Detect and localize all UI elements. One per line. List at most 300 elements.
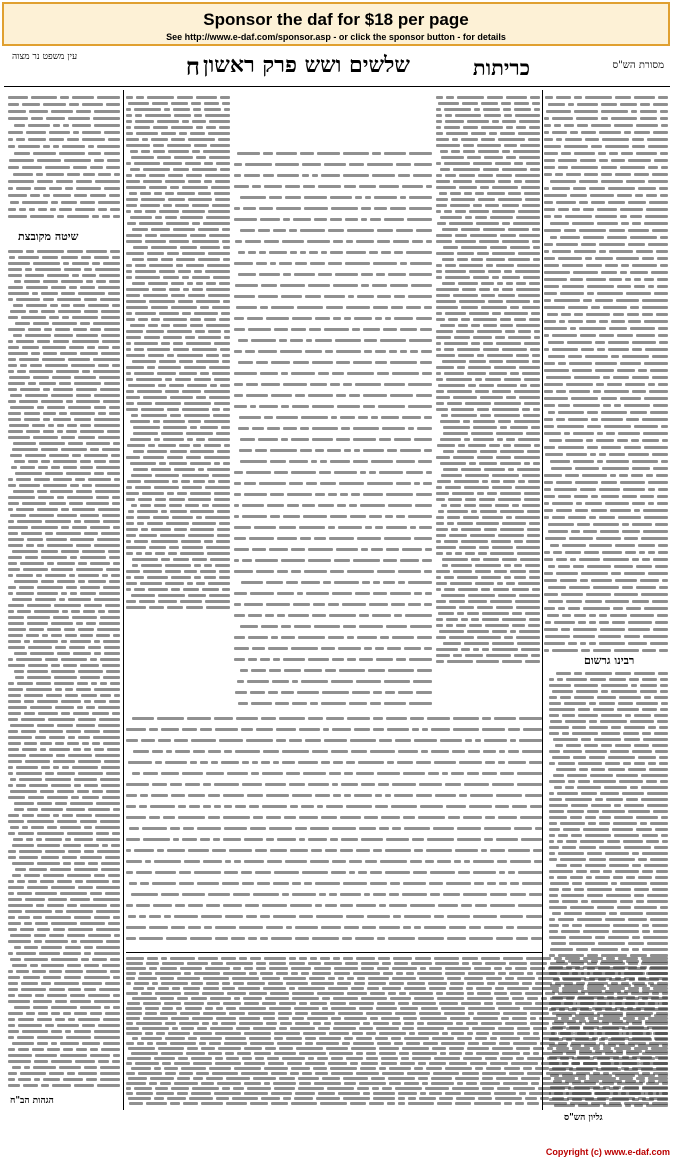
text-glyph-run — [134, 982, 149, 985]
text-glyph-run — [61, 592, 67, 595]
text-glyph-run — [446, 882, 471, 885]
text-glyph-run — [301, 416, 328, 419]
text-glyph-run — [497, 438, 503, 441]
text-glyph-run — [141, 739, 155, 742]
text-glyph-run — [484, 926, 503, 929]
text-glyph-run — [630, 786, 638, 789]
text-glyph-run — [373, 691, 382, 694]
text-glyph-run — [500, 426, 507, 429]
text-glyph-run — [617, 285, 631, 288]
text-glyph-run — [447, 977, 461, 980]
text-glyph-run — [179, 360, 193, 363]
text-glyph-run — [581, 738, 591, 741]
text-glyph-run — [532, 228, 540, 231]
text-glyph-run — [33, 436, 58, 439]
text-glyph-run — [292, 680, 298, 683]
text-glyph-run — [544, 516, 549, 519]
text-glyph-run — [110, 970, 120, 973]
text-glyph-run — [90, 892, 102, 895]
text-glyph-run — [63, 844, 81, 847]
text-glyph-run — [161, 258, 173, 261]
text-glyph-run — [342, 603, 366, 606]
text-glyph-run — [505, 967, 512, 970]
text-glyph-run — [455, 234, 467, 237]
text-glyph-run — [364, 339, 377, 342]
text-glyph-run — [152, 783, 167, 786]
text-glyph-run — [589, 720, 597, 723]
text-glyph-run — [581, 900, 588, 903]
text-glyph-run — [113, 808, 120, 811]
text-glyph-run — [113, 976, 120, 979]
text-glyph-run — [475, 564, 501, 567]
text-glyph-run — [444, 162, 470, 165]
text-glyph-run — [8, 754, 26, 757]
text-glyph-run — [32, 1048, 44, 1051]
text-glyph-run — [186, 264, 204, 267]
sponsor-title[interactable]: Sponsor the daf for $18 per page — [203, 10, 469, 29]
text-glyph-run — [549, 780, 565, 783]
text-glyph-run — [612, 1022, 629, 1025]
text-glyph-run — [473, 426, 497, 429]
text-glyph-run — [176, 264, 183, 267]
text-glyph-run — [484, 838, 493, 841]
text-glyph-run — [203, 987, 219, 990]
text-glyph-run — [250, 1102, 268, 1105]
text-glyph-run — [306, 339, 312, 342]
text-glyph-run — [383, 972, 393, 975]
text-glyph-run — [112, 496, 120, 499]
text-glyph-run — [612, 930, 639, 933]
text-glyph-run — [516, 606, 540, 609]
text-glyph-run — [227, 992, 246, 995]
text-glyph-run — [258, 438, 278, 441]
text-glyph-run — [593, 1087, 606, 1090]
text-glyph-run — [391, 306, 403, 309]
text-glyph-run — [49, 748, 70, 751]
text-glyph-run — [562, 1062, 569, 1065]
text-glyph-run — [464, 642, 489, 645]
text-glyph-run — [175, 750, 190, 753]
text-glyph-run — [244, 174, 260, 177]
text-glyph-run — [78, 1072, 97, 1075]
text-glyph-run — [591, 900, 617, 903]
copyright-link[interactable]: Copyright (c) www.e-daf.com — [545, 1147, 670, 1157]
text-glyph-run — [32, 970, 46, 973]
text-glyph-run — [496, 1002, 512, 1005]
text-glyph-run — [461, 306, 478, 309]
text-glyph-run — [660, 110, 668, 113]
text-glyph-run — [84, 748, 91, 751]
text-glyph-run — [259, 273, 280, 276]
text-glyph-run — [321, 816, 337, 819]
text-glyph-run — [662, 840, 668, 843]
text-glyph-run — [315, 1072, 328, 1075]
text-glyph-run — [234, 295, 255, 298]
text-glyph-run — [464, 783, 489, 786]
text-glyph-run — [585, 864, 606, 867]
text-glyph-run — [197, 882, 219, 885]
text-glyph-run — [340, 493, 348, 496]
text-glyph-run — [377, 295, 391, 298]
text-glyph-run — [545, 635, 570, 638]
column-divider-right — [542, 90, 543, 1110]
text-glyph-run — [126, 1092, 133, 1095]
text-glyph-run — [389, 350, 397, 353]
text-glyph-run — [127, 1002, 140, 1005]
text-glyph-run — [151, 540, 178, 543]
text-glyph-run — [260, 937, 268, 940]
text-glyph-run — [386, 526, 407, 529]
text-glyph-run — [47, 796, 68, 799]
text-glyph-run — [151, 318, 160, 321]
text-glyph-run — [149, 1082, 157, 1085]
text-glyph-run — [104, 187, 120, 190]
text-glyph-run — [475, 1067, 483, 1070]
text-glyph-run — [212, 204, 230, 207]
text-glyph-run — [463, 816, 482, 819]
text-glyph-run — [38, 208, 47, 211]
sponsor-banner[interactable] — [2, 2, 670, 46]
text-glyph-run — [188, 498, 211, 501]
text-glyph-run — [205, 967, 230, 970]
text-glyph-run — [207, 468, 230, 471]
text-glyph-run — [454, 860, 461, 863]
text-glyph-run — [659, 762, 668, 765]
text-glyph-run — [8, 1000, 30, 1003]
text-glyph-run — [660, 708, 668, 711]
text-glyph-run — [14, 280, 21, 283]
text-glyph-run — [442, 258, 454, 261]
text-glyph-run — [436, 522, 444, 525]
text-glyph-run — [126, 366, 144, 369]
text-glyph-run — [10, 454, 22, 457]
text-glyph-run — [624, 404, 650, 407]
text-glyph-run — [34, 478, 50, 481]
text-glyph-run — [173, 342, 183, 345]
text-glyph-run — [426, 471, 432, 474]
text-glyph-run — [37, 814, 50, 817]
text-glyph-run — [234, 647, 249, 650]
text-glyph-run — [552, 348, 578, 351]
text-glyph-run — [192, 240, 219, 243]
text-glyph-run — [215, 1062, 241, 1065]
text-glyph-run — [443, 450, 454, 453]
text-glyph-run — [656, 1067, 668, 1070]
text-glyph-run — [404, 647, 421, 650]
text-glyph-run — [95, 814, 120, 817]
text-glyph-run — [514, 102, 529, 105]
text-glyph-run — [148, 588, 168, 591]
text-glyph-run — [28, 796, 44, 799]
text-glyph-run — [556, 243, 578, 246]
text-glyph-run — [161, 132, 176, 135]
text-glyph-run — [529, 761, 542, 764]
text-glyph-run — [577, 786, 601, 789]
text-glyph-run — [14, 808, 24, 811]
text-glyph-run — [587, 446, 598, 449]
text-glyph-run — [441, 1042, 465, 1045]
text-glyph-run — [624, 972, 645, 975]
text-glyph-run — [517, 926, 542, 929]
text-glyph-run — [51, 634, 62, 637]
text-glyph-run — [160, 977, 174, 980]
text-glyph-run — [275, 163, 299, 166]
text-glyph-run — [33, 1066, 56, 1069]
text-glyph-run — [291, 328, 306, 331]
text-glyph-run — [153, 150, 165, 153]
text-glyph-run — [417, 427, 432, 430]
text-glyph-run — [69, 346, 84, 349]
text-glyph-run — [68, 117, 90, 120]
text-glyph-run — [162, 1007, 173, 1010]
text-glyph-run — [226, 1077, 250, 1080]
text-glyph-run — [589, 858, 606, 861]
text-glyph-run — [659, 341, 668, 344]
text-glyph-run — [90, 194, 106, 197]
text-glyph-run — [410, 526, 416, 529]
text-glyph-run — [212, 474, 230, 477]
text-glyph-run — [530, 168, 540, 171]
text-glyph-run — [349, 504, 357, 507]
text-glyph-run — [16, 138, 25, 141]
text-glyph-run — [188, 794, 205, 797]
text-glyph-run — [47, 628, 61, 631]
text-glyph-run — [527, 997, 538, 1000]
text-glyph-run — [447, 1027, 469, 1030]
text-glyph-run — [333, 761, 343, 764]
text-glyph-run — [638, 977, 646, 980]
text-glyph-run — [303, 772, 326, 775]
text-glyph-run — [408, 427, 414, 430]
bottom-divider — [126, 952, 542, 953]
text-glyph-run — [628, 229, 649, 232]
text-glyph-run — [126, 300, 146, 303]
text-glyph-run — [278, 1012, 292, 1015]
text-glyph-run — [357, 1087, 369, 1090]
text-glyph-run — [93, 358, 120, 361]
text-glyph-run — [204, 108, 221, 111]
text-glyph-run — [661, 816, 668, 819]
text-glyph-run — [498, 816, 517, 819]
text-glyph-run — [43, 874, 64, 877]
text-glyph-run — [382, 1087, 392, 1090]
text-glyph-run — [298, 1087, 324, 1090]
text-glyph-run — [561, 930, 580, 933]
text-glyph-run — [334, 559, 350, 562]
text-glyph-run — [615, 1007, 624, 1010]
talmud-page — [4, 50, 670, 1150]
text-glyph-run — [141, 1037, 162, 1040]
text-glyph-run — [360, 504, 385, 507]
text-glyph-run — [598, 635, 621, 638]
text-glyph-run — [238, 273, 256, 276]
text-glyph-run — [266, 581, 283, 584]
text-glyph-run — [587, 888, 612, 891]
text-glyph-run — [32, 292, 38, 295]
text-glyph-run — [642, 948, 668, 951]
text-glyph-run — [222, 240, 230, 243]
text-glyph-run — [599, 1042, 605, 1045]
text-glyph-run — [269, 962, 286, 965]
text-glyph-run — [126, 816, 146, 819]
text-glyph-run — [14, 152, 30, 155]
text-glyph-run — [72, 262, 89, 265]
text-glyph-run — [614, 124, 633, 127]
text-glyph-run — [436, 528, 448, 531]
text-glyph-run — [100, 1078, 120, 1081]
text-glyph-run — [514, 576, 526, 579]
text-glyph-run — [161, 982, 188, 985]
text-glyph-run — [492, 390, 511, 393]
text-glyph-run — [614, 1047, 631, 1050]
text-glyph-run — [61, 526, 69, 529]
text-glyph-run — [626, 418, 639, 421]
text-glyph-run — [152, 102, 168, 105]
text-glyph-run — [312, 750, 328, 753]
text-glyph-run — [80, 940, 103, 943]
text-glyph-run — [634, 1047, 648, 1050]
text-glyph-run — [451, 408, 474, 411]
text-glyph-run — [599, 250, 606, 253]
text-glyph-run — [469, 210, 489, 213]
text-glyph-run — [126, 264, 132, 267]
text-glyph-run — [599, 614, 607, 617]
text-glyph-run — [651, 997, 668, 1000]
text-glyph-run — [546, 110, 571, 113]
text-glyph-run — [287, 1062, 302, 1065]
text-glyph-run — [644, 222, 668, 225]
text-glyph-run — [508, 728, 520, 731]
text-glyph-run — [145, 1012, 157, 1015]
text-glyph-run — [436, 132, 443, 135]
text-glyph-run — [658, 1057, 668, 1060]
text-glyph-run — [183, 288, 189, 291]
text-glyph-run — [417, 636, 432, 639]
text-glyph-run — [106, 940, 120, 943]
text-glyph-run — [508, 192, 521, 195]
text-glyph-run — [614, 649, 639, 652]
text-glyph-run — [192, 120, 206, 123]
text-glyph-run — [238, 361, 253, 364]
text-glyph-run — [260, 372, 278, 375]
text-glyph-run — [580, 334, 596, 337]
text-glyph-run — [299, 728, 320, 731]
text-glyph-run — [108, 292, 120, 295]
text-glyph-run — [550, 948, 573, 951]
text-glyph-run — [627, 1007, 633, 1010]
text-glyph-run — [515, 270, 540, 273]
text-glyph-run — [554, 957, 562, 960]
text-glyph-run — [498, 498, 521, 501]
text-glyph-run — [617, 906, 631, 909]
text-glyph-run — [646, 840, 659, 843]
text-glyph-run — [88, 862, 98, 865]
text-glyph-run — [555, 173, 563, 176]
text-glyph-run — [434, 915, 444, 918]
text-glyph-run — [593, 523, 619, 526]
text-glyph-run — [436, 390, 444, 393]
text-glyph-run — [313, 1022, 321, 1025]
text-glyph-run — [81, 694, 97, 697]
text-glyph-run — [39, 952, 60, 955]
text-glyph-run — [134, 162, 160, 165]
text-glyph-run — [281, 295, 302, 298]
text-glyph-run — [654, 732, 668, 735]
text-glyph-run — [78, 580, 85, 583]
text-glyph-run — [157, 372, 176, 375]
text-glyph-run — [359, 1007, 373, 1010]
text-glyph-run — [43, 145, 50, 148]
text-glyph-run — [92, 262, 100, 265]
text-glyph-run — [453, 654, 462, 657]
text-glyph-run — [155, 1087, 168, 1090]
text-glyph-run — [224, 336, 230, 339]
text-glyph-run — [25, 556, 38, 559]
text-glyph-run — [577, 1032, 594, 1035]
text-glyph-run — [214, 492, 230, 495]
text-glyph-run — [179, 882, 194, 885]
text-glyph-run — [513, 1087, 535, 1090]
text-glyph-run — [409, 273, 432, 276]
text-glyph-run — [258, 295, 278, 298]
text-glyph-run — [597, 292, 623, 295]
text-glyph-run — [532, 360, 540, 363]
text-glyph-run — [583, 828, 609, 831]
text-glyph-run — [249, 537, 274, 540]
text-glyph-run — [277, 570, 288, 573]
text-glyph-run — [169, 240, 189, 243]
text-glyph-run — [312, 427, 338, 430]
text-glyph-run — [601, 684, 628, 687]
text-glyph-run — [8, 484, 16, 487]
text-glyph-run — [556, 138, 562, 141]
text-glyph-run — [478, 198, 495, 201]
text-glyph-run — [544, 215, 551, 218]
text-glyph-run — [373, 1097, 395, 1100]
text-glyph-run — [482, 1072, 506, 1075]
text-glyph-run — [638, 544, 655, 547]
text-glyph-run — [305, 1037, 316, 1040]
text-glyph-run — [98, 436, 120, 439]
text-glyph-run — [517, 552, 540, 555]
text-glyph-run — [94, 952, 120, 955]
text-glyph-run — [8, 640, 21, 643]
text-glyph-run — [640, 110, 657, 113]
text-glyph-run — [564, 1002, 577, 1005]
text-glyph-run — [609, 1002, 622, 1005]
text-glyph-run — [74, 418, 91, 421]
text-glyph-run — [247, 317, 263, 320]
text-glyph-run — [108, 550, 120, 553]
text-glyph-run — [40, 748, 46, 751]
text-glyph-run — [650, 411, 668, 414]
text-glyph-run — [8, 574, 13, 577]
text-glyph-run — [621, 222, 629, 225]
text-glyph-run — [328, 977, 335, 980]
tosafot-left-column — [126, 94, 230, 614]
sponsor-subtitle[interactable]: See http://www.e-daf.com/sponsor.asp - or click the sponsor button - for details — [166, 32, 506, 42]
text-glyph-run — [436, 312, 442, 315]
text-glyph-run — [203, 150, 230, 153]
text-glyph-run — [611, 882, 617, 885]
text-glyph-run — [8, 430, 23, 433]
text-glyph-run — [625, 278, 631, 281]
text-glyph-run — [372, 152, 381, 155]
text-glyph-run — [579, 1052, 602, 1055]
text-glyph-run — [88, 994, 110, 997]
text-glyph-run — [223, 972, 246, 975]
text-glyph-run — [488, 300, 503, 303]
